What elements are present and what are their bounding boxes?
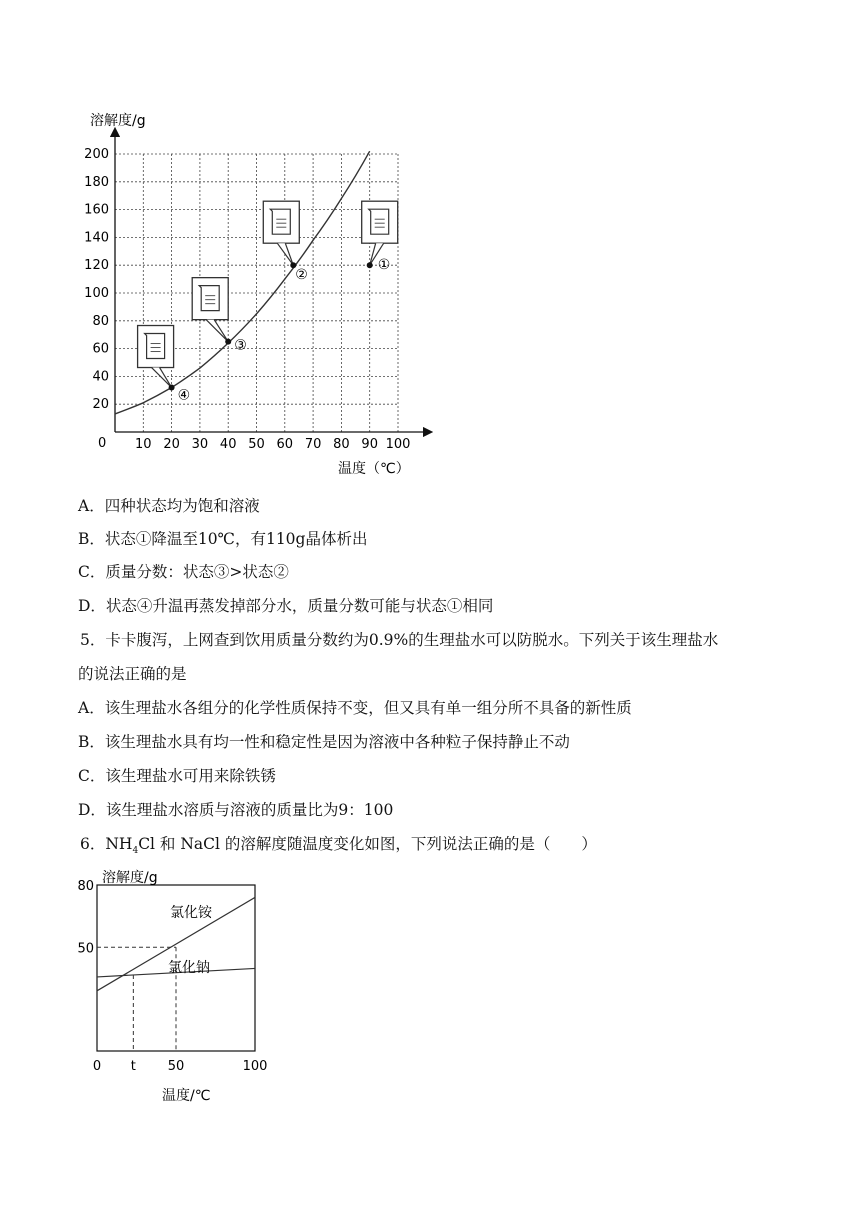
- y-tick-label: 160: [84, 202, 109, 218]
- x-tick-label: 100: [385, 437, 411, 452]
- solubility-chart-1: [80, 105, 440, 480]
- state-point-group: [362, 201, 398, 273]
- y-tick-label: 180: [84, 174, 109, 190]
- series-label-sodium-chloride: 氯化钠: [168, 960, 210, 976]
- y-tick-label: 20: [92, 397, 109, 413]
- solubility-chart-2: [70, 865, 268, 1110]
- x-tick-label: 50: [167, 1059, 185, 1074]
- state-point: [367, 262, 373, 268]
- state-point: [225, 339, 231, 345]
- y-tick-label: 120: [84, 258, 109, 274]
- callout-pointer: [152, 368, 172, 388]
- y-axis-label: 溶解度/g: [90, 113, 146, 129]
- q5-option-b: B．该生理盐水具有均一性和稳定性是因为溶液中各种粒子保持静止不动: [78, 733, 570, 751]
- x-tick-label: 40: [219, 437, 237, 452]
- q6-rest: Cl 和 NaCl 的溶解度随温度变化如图，下列说法正确的是（ ）: [138, 835, 597, 853]
- q5-option-d: D．该生理盐水溶质与溶液的质量比为9：100: [78, 801, 394, 819]
- q4-option-c: C．质量分数：状态③>状态②: [78, 563, 289, 581]
- y-tick-label: 80: [92, 313, 109, 329]
- y-tick-label: 200: [84, 147, 109, 162]
- callout-pointer: [206, 320, 228, 342]
- x-tick-label: 20: [163, 437, 180, 452]
- y-tick-label: 40: [92, 369, 109, 385]
- q4-option-a: A．四种状态均为饱和溶液: [78, 497, 260, 515]
- y-axis-label: 溶解度/g: [102, 870, 158, 886]
- state-point-label: ④: [177, 387, 191, 404]
- y-tick-label: 50: [77, 941, 94, 957]
- x-tick-label: 10: [135, 437, 152, 452]
- beaker-callout-box: [192, 278, 228, 320]
- beaker-callout-box: [362, 201, 398, 243]
- q6-subscript: 4: [132, 846, 139, 857]
- origin-label: 0: [98, 436, 107, 451]
- x-tick-label: 100: [242, 1059, 268, 1074]
- x-tick-label: 50: [248, 437, 265, 452]
- y-tick-label: 100: [84, 286, 109, 301]
- q5-stem-line1: 5．卡卡腹泻，上网查到饮用质量分数约为0.9%的生理盐水可以防脱水。下列关于该生理盐水: [80, 631, 719, 649]
- beaker-callout-box: [138, 326, 174, 368]
- x-axis-label: 温度/℃: [162, 1088, 211, 1104]
- state-point-label: ①: [377, 257, 391, 274]
- x-tick-label: 70: [304, 437, 322, 452]
- q5-option-a: A．该生理盐水各组分的化学性质保持不变，但又具有单一组分所不具备的新性质: [78, 699, 632, 717]
- q6-stem: [80, 834, 597, 861]
- state-point: [169, 385, 175, 391]
- q4-option-d: D．状态④升温再蒸发掉部分水，质量分数可能与状态①相同: [78, 597, 494, 615]
- q5-stem-line2: 的说法正确的是: [78, 665, 187, 683]
- state-point-group: [263, 201, 308, 283]
- q6-prefix: 6．NH: [80, 835, 133, 853]
- y-tick-label: 80: [77, 879, 94, 894]
- state-point-group: [192, 278, 247, 354]
- x-tick-label: 30: [191, 437, 209, 452]
- x-axis-label: 温度（℃）: [338, 461, 410, 477]
- x-tick-label: 60: [276, 437, 294, 452]
- beaker-callout-box: [263, 201, 299, 243]
- y-tick-label: 60: [92, 341, 109, 357]
- q5-option-c: C．该生理盐水可用来除铁锈: [78, 767, 276, 785]
- state-point-label: ②: [295, 267, 308, 284]
- x-tick-label: 0: [92, 1059, 102, 1074]
- x-tick-label: 80: [333, 437, 350, 452]
- q4-option-b: B．状态①降温至10℃，有110g晶体析出: [78, 530, 368, 548]
- x-tick-label: t: [130, 1059, 136, 1074]
- x-tick-label: 90: [361, 437, 378, 452]
- solubility-curve: [115, 151, 370, 414]
- y-tick-label: 140: [84, 230, 109, 246]
- series-label-ammonium-chloride: 氯化铵: [170, 905, 212, 921]
- callout-pointer: [277, 243, 293, 265]
- state-point-label: ③: [234, 337, 247, 354]
